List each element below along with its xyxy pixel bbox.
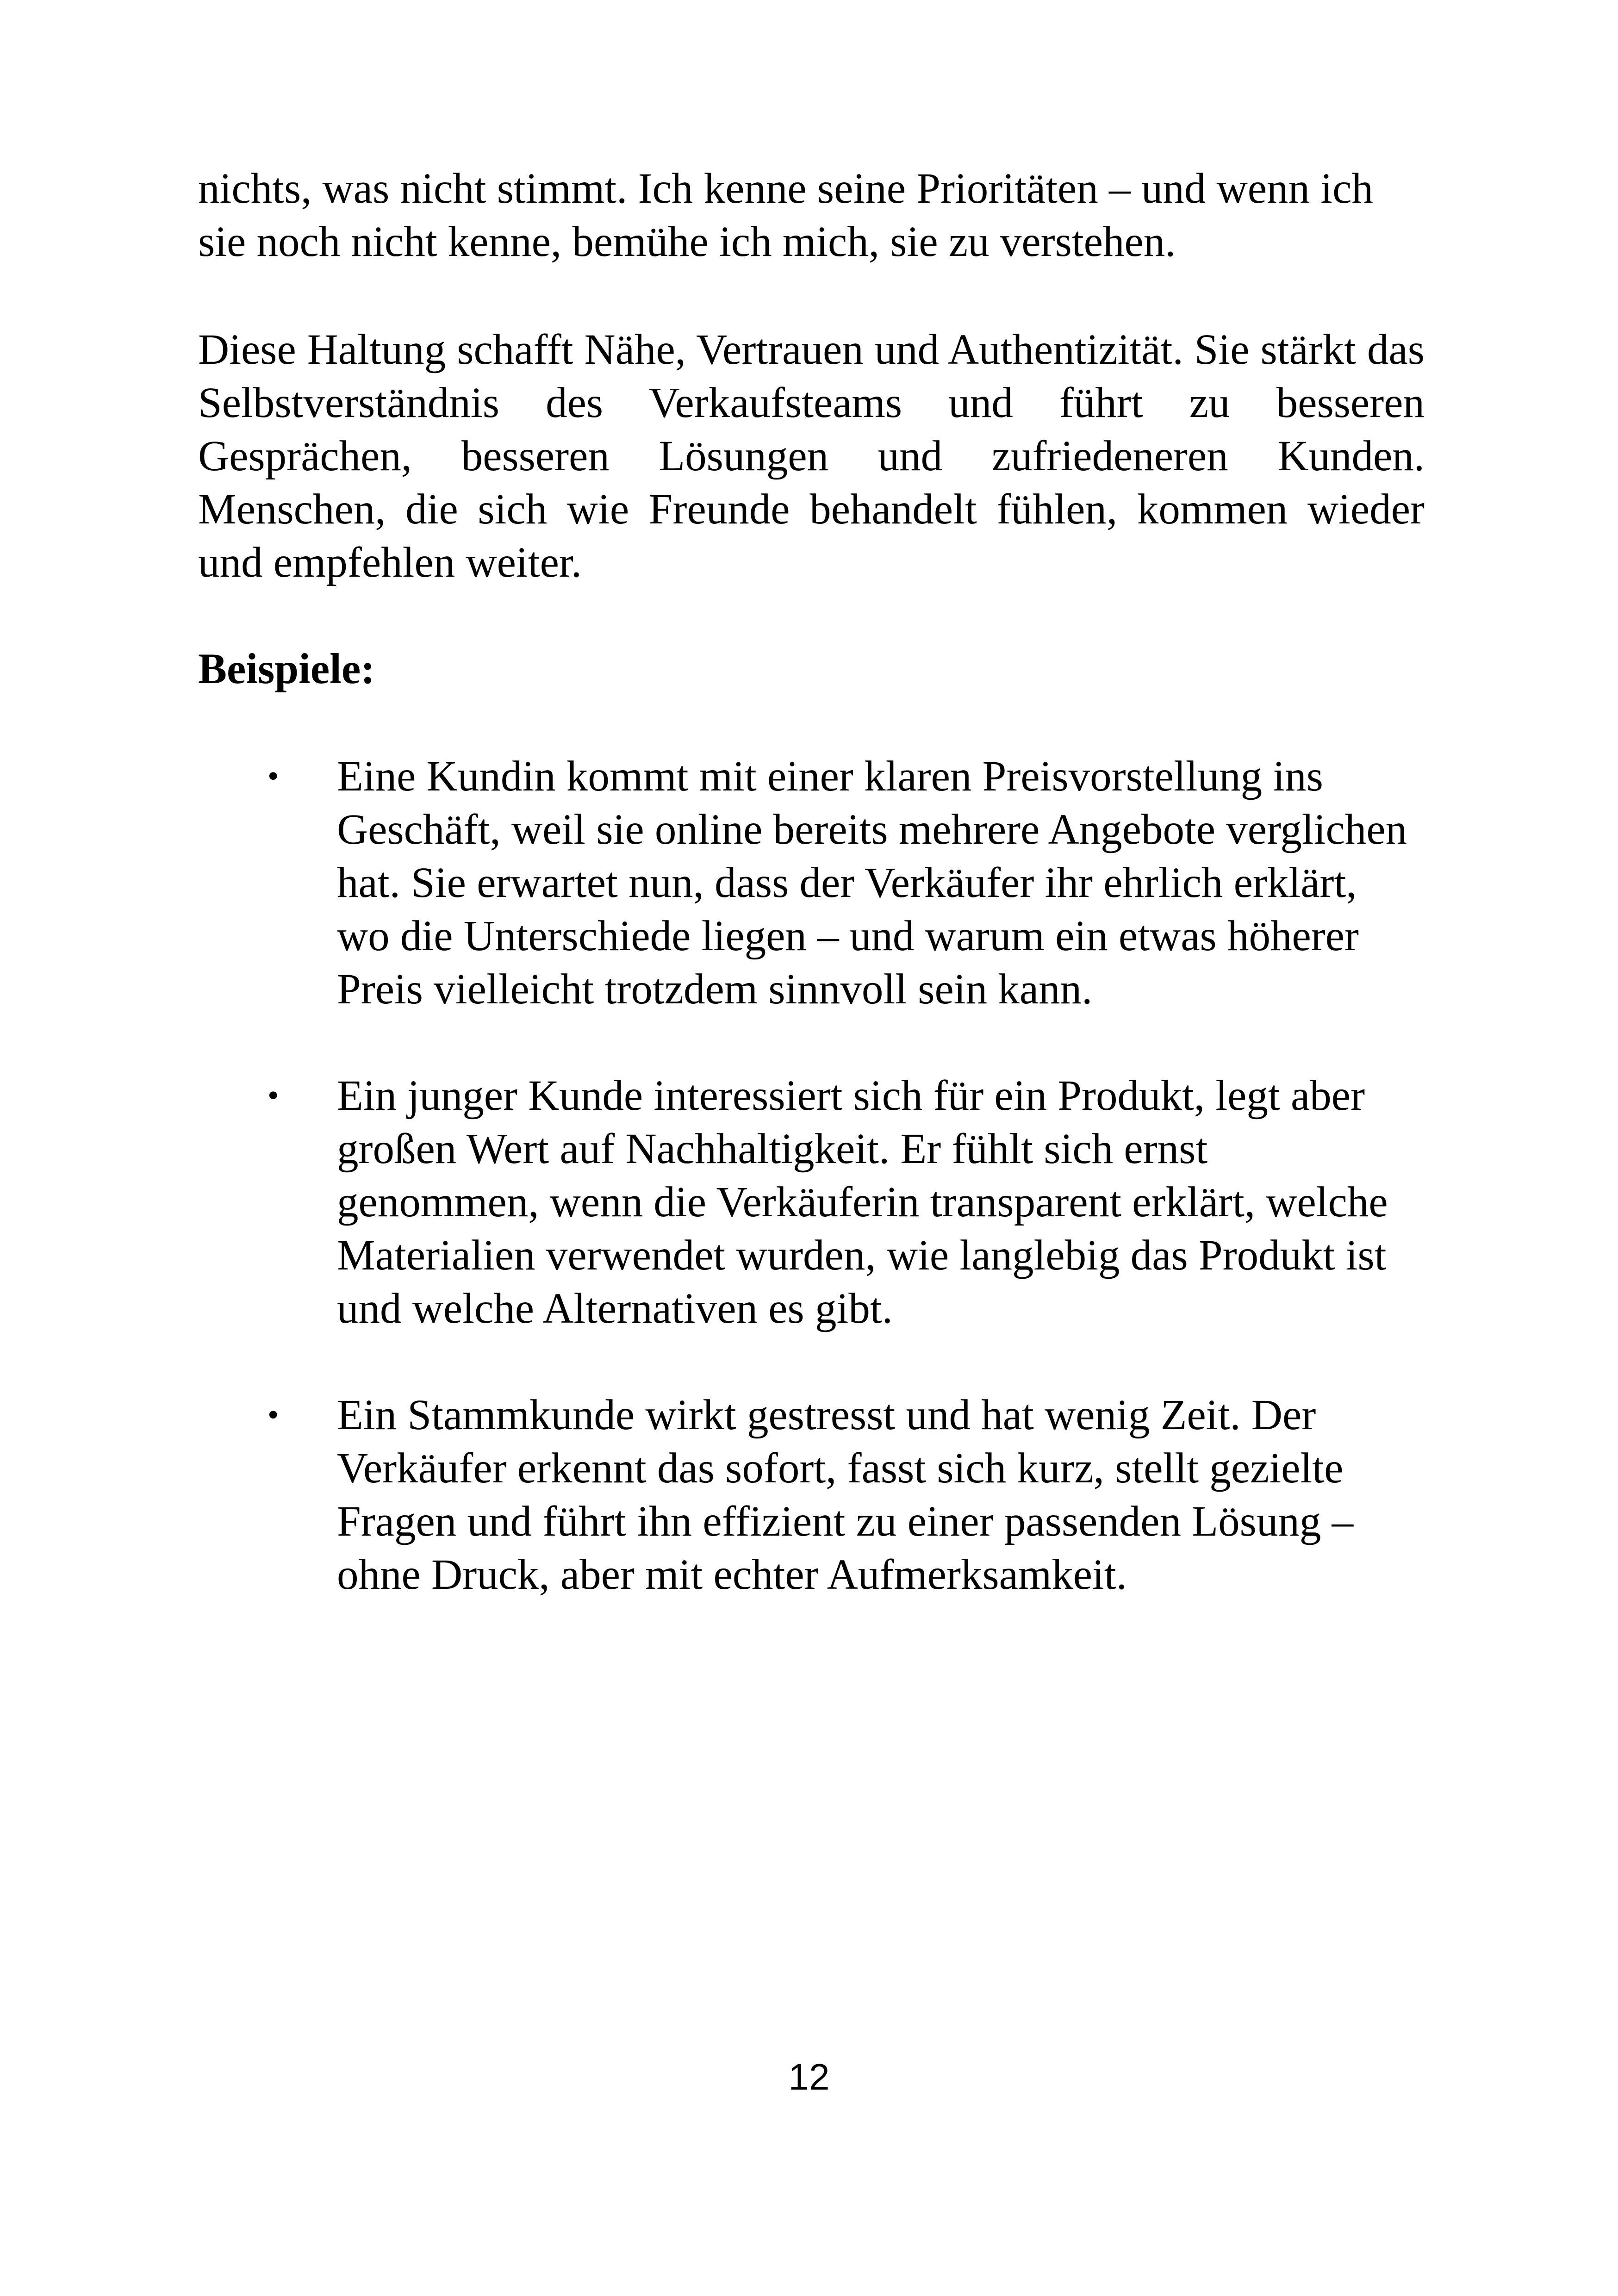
- paragraph-haltung: Diese Haltung schafft Nähe, Vertrauen und Authentizität. Sie stärkt das Selbstverständnis des Verkaufsteams und führt zu besseren Gesprächen, besseren Lösungen und zufriedeneren Kunden. Menschen, die sich wie Freunde behandelt fühlen, kommen wieder und empfehlen weiter.: [198, 326, 1425, 586]
- list-item: [198, 1069, 1425, 1335]
- example-text: Eine Kundin kommt mit einer klaren Preisvorstellung ins Geschäft, weil sie online bereits mehrere Angebote verglichen hat. Sie erwartet nun, dass der Verkäufer ihr ehrlich erklärt, wo die Unterschiede liegen – und warum ein etwas höherer Preis vielleicht trotzdem sinnvoll sein kann.: [337, 753, 1407, 1013]
- paragraph-continuation: nichts, was nicht stimmt. Ich kenne seine Prioritäten – und wenn ich sie noch nicht kenne, bemühe ich mich, sie zu verstehen.: [198, 165, 1373, 266]
- bullet-icon: •: [268, 1078, 279, 1114]
- list-item: [198, 1388, 1425, 1601]
- bullet-icon: •: [268, 1397, 279, 1433]
- section-heading: Beispiele:: [198, 645, 375, 693]
- list-item: [198, 750, 1425, 1016]
- page-number: 12: [788, 2056, 830, 2097]
- bullet-icon: •: [268, 759, 279, 794]
- example-text: Ein junger Kunde interessiert sich für ein Produkt, legt aber großen Wert auf Nachhaltigkeit. Er fühlt sich ernst genommen, wenn die Verkäuferin transparent erklärt, welche Materialien verwendet wurden, wie langlebig das Produkt ist und welche Alternativen es gibt.: [337, 1072, 1388, 1332]
- examples-list: [198, 750, 1425, 1655]
- example-text: Ein Stammkunde wirkt gestresst und hat wenig Zeit. Der Verkäufer erkennt das sofort, fasst sich kurz, stellt gezielte Fragen und führt ihn effizient zu einer passenden Lösung – ohne Druck, aber mit echter Aufmerksamkeit.: [337, 1391, 1354, 1599]
